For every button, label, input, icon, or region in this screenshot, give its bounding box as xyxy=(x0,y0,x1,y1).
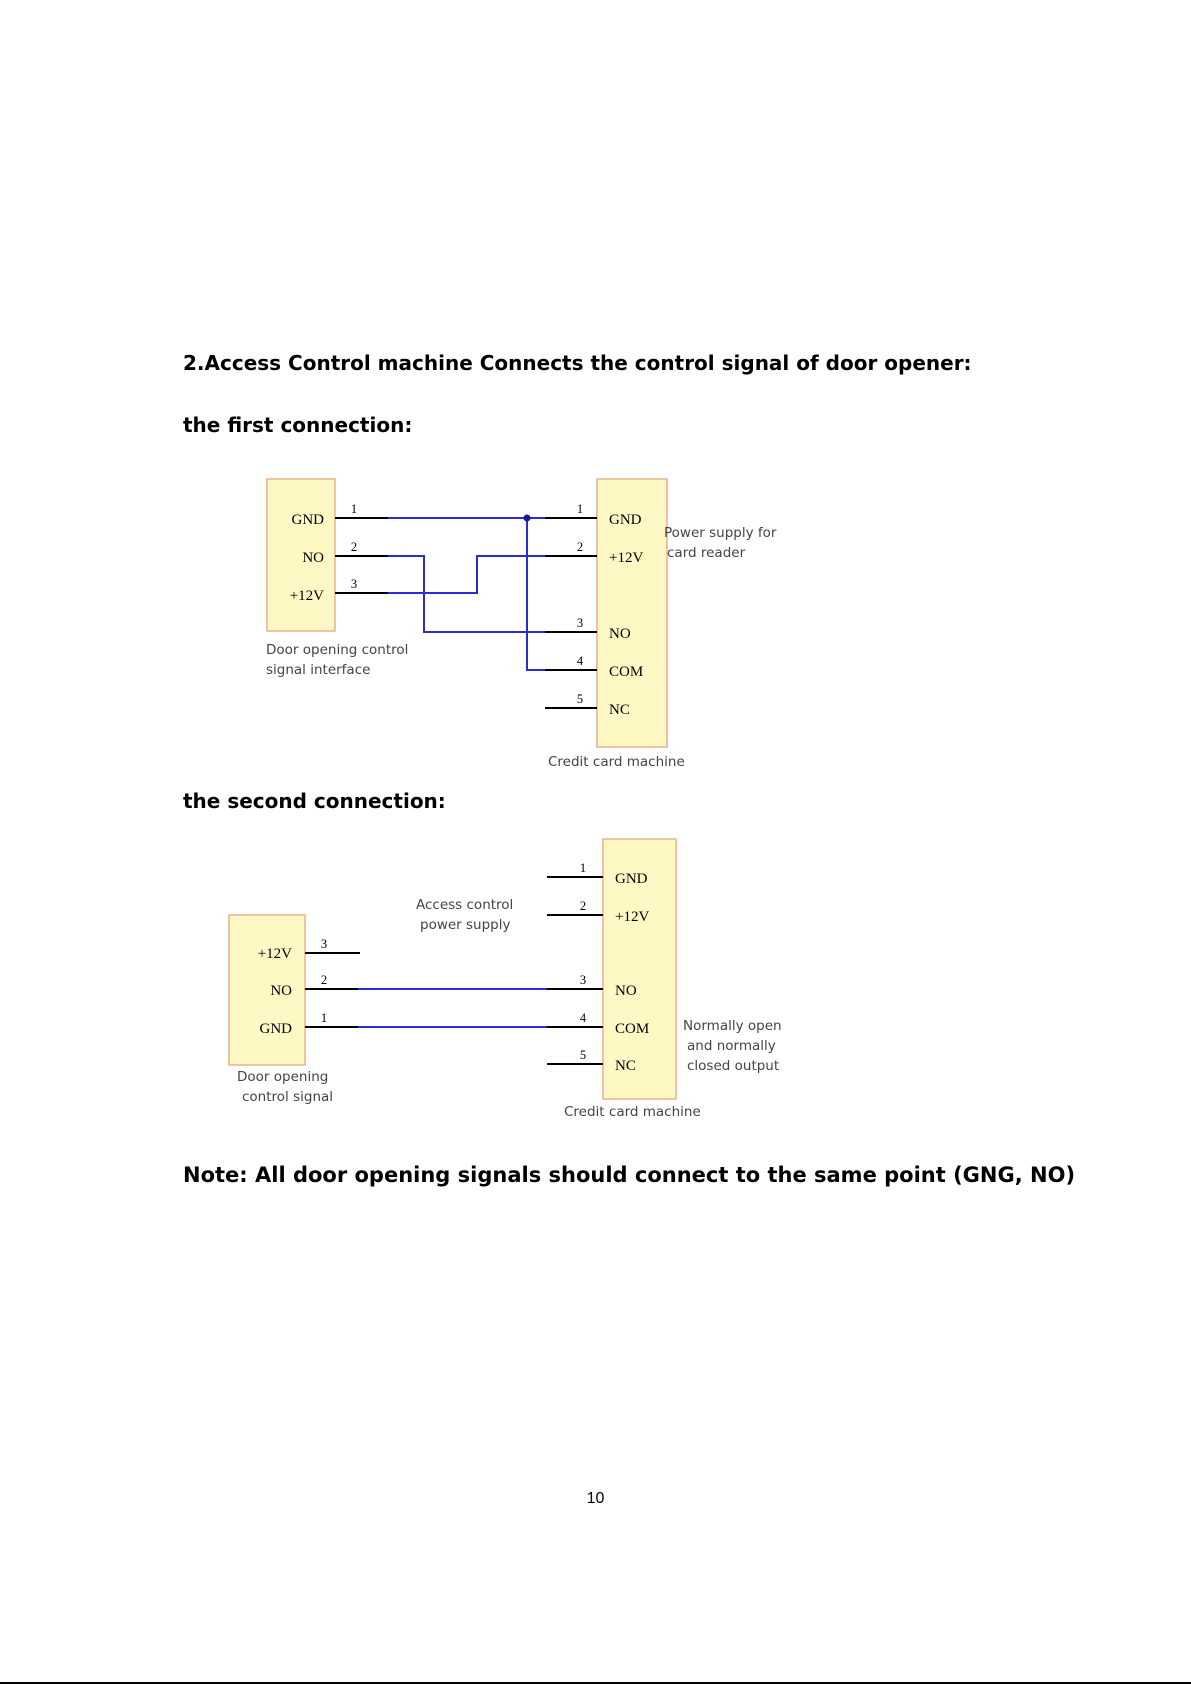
wire-12v-to-12v xyxy=(388,556,545,593)
right-pin-number: 5 xyxy=(579,1048,587,1062)
right-pin-label: NO xyxy=(609,626,631,642)
left-pin-label: NO xyxy=(302,550,324,566)
left-pin-label: +12V xyxy=(289,588,324,604)
left-pin-number: 3 xyxy=(350,577,358,591)
second-connection-heading: the second connection: xyxy=(183,789,446,813)
right-pin-number: 4 xyxy=(576,654,584,668)
output-label: and normally xyxy=(687,1038,776,1054)
door-signal-caption: control signal xyxy=(242,1089,334,1105)
access-control-supply-label: power supply xyxy=(420,917,511,933)
right-pin-label: COM xyxy=(615,1021,650,1037)
right-pin-number: 4 xyxy=(579,1011,587,1025)
right-pin-label: GND xyxy=(615,871,648,887)
bottom-rule xyxy=(0,1682,1191,1684)
right-pin-label: +12V xyxy=(609,550,644,566)
right-pin-number: 3 xyxy=(579,973,587,987)
power-supply-label: card reader xyxy=(667,545,746,561)
left-pin-label: NO xyxy=(270,983,292,999)
page-number: 10 xyxy=(586,1490,605,1507)
door-signal-caption: signal interface xyxy=(266,662,371,678)
section-title: 2.Access Control machine Connects the control signal of door opener: xyxy=(183,351,972,375)
first-connection-heading: the first connection: xyxy=(183,413,413,437)
left-pin-label: +12V xyxy=(257,946,292,962)
left-pin-number: 1 xyxy=(350,502,358,516)
right-pin-label: COM xyxy=(609,664,644,680)
door-signal-caption: Door opening control xyxy=(266,642,409,658)
right-pin-number: 1 xyxy=(576,502,584,516)
left-pin-number: 2 xyxy=(320,973,328,987)
right-pin-number: 5 xyxy=(576,692,584,706)
second-connection-diagram xyxy=(229,839,782,1120)
door-signal-caption: Door opening xyxy=(237,1069,329,1085)
door-signal-block xyxy=(229,915,305,1065)
credit-card-machine-caption: Credit card machine xyxy=(548,754,685,770)
junction-dot xyxy=(524,515,531,522)
credit-card-machine-caption: Credit card machine xyxy=(564,1104,701,1120)
note-text: Note: All door opening signals should connect to the same point (GNG, NO) xyxy=(183,1163,1076,1187)
right-pin-label: +12V xyxy=(615,909,650,925)
output-label: closed output xyxy=(687,1058,780,1074)
output-label: Normally open xyxy=(683,1018,782,1034)
left-pin-label: GND xyxy=(259,1021,292,1037)
right-pin-label: GND xyxy=(609,512,642,528)
left-pin-number: 2 xyxy=(350,540,358,554)
wire-gnd-to-com xyxy=(527,518,545,670)
right-pin-label: NO xyxy=(615,983,637,999)
door-signal-interface-block xyxy=(267,479,335,631)
right-pin-number: 2 xyxy=(576,540,584,554)
left-pin-number: 1 xyxy=(320,1011,328,1025)
right-pin-label: NC xyxy=(615,1058,636,1074)
right-pin-number: 3 xyxy=(576,616,584,630)
first-connection-diagram xyxy=(266,479,777,770)
right-pin-label: NC xyxy=(609,702,630,718)
left-pin-label: GND xyxy=(291,512,324,528)
left-pin-number: 3 xyxy=(320,937,328,951)
right-pin-number: 1 xyxy=(579,861,587,875)
access-control-supply-label: Access control xyxy=(416,897,514,913)
power-supply-label: Power supply for xyxy=(664,525,777,541)
right-pin-number: 2 xyxy=(579,899,587,913)
